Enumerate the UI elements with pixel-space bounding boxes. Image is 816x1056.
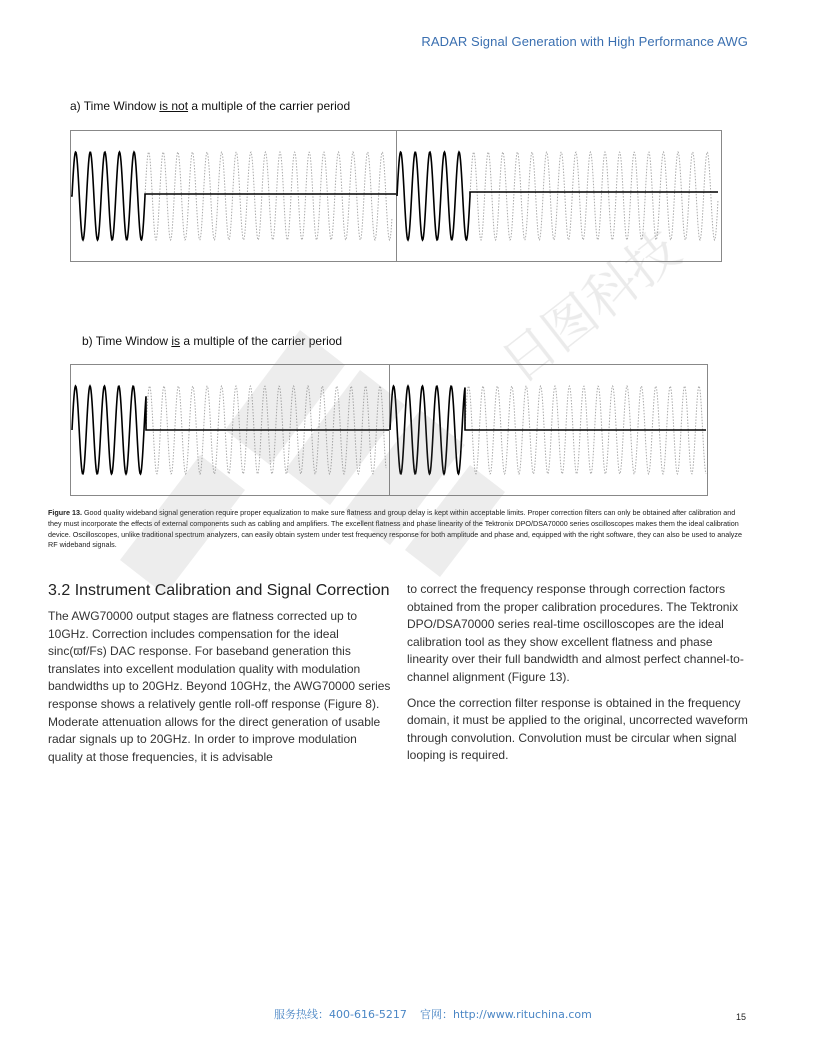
body-column-left (48, 608, 392, 774)
panel-a-caption-post: a multiple of the carrier period (188, 99, 351, 113)
right-paragraph-1: to correct the frequency response through correction factors obtained from the proper calibration procedures. The Tektronix DPO/DSA70000 series real-time oscilloscopes are the ideal calibration tool as they show excellent flatness and phase linearity over their full bandwidth and almost perfect channel-to-channel alignment (Figure 13). (407, 582, 744, 684)
panel-a-caption-underlined: is not (159, 99, 189, 113)
left-paragraph-1: The AWG70000 output stages are flatness corrected up to 10GHz. Correction includes compensation for the ideal sinc(ϖf/Fs) DAC response. For baseband generation this translates into excellent modulation quality with modulation bandwidths up to 20GHz. Beyond 10GHz, the AWG70000 series response shows a relatively gentle roll-off response (Figure 8). Moderate attenuation allows for the direct generation of usable radar signals up to 20GHz. In order to improve modulation quality at those frequencies, it is advisable (48, 609, 391, 764)
panel-b-caption-post: a multiple of the carrier period (180, 334, 343, 348)
figure-caption (48, 508, 748, 551)
figure-caption-text: Good quality wideband signal generation require proper equalization to make sure flatness and group delay is kept within acceptable limits. Proper correction filters can only be obtained after calibration and they must incorporate the effects of external components such as cabling and amplifiers. The excellent flatness and phase linearity of the Tektronix DPO/DSA70000 series oscilloscopes makes them the ideal calibration device. Oscilloscopes, unlike traditional spectrum analyzers, can easily obtain system under test frequency response for both amplitude and phase and, equipped with the right software, they can also be used to analyze RF wideband signals. (48, 508, 742, 550)
page-number: 15 (736, 1012, 747, 1022)
panel-b-caption (82, 334, 342, 348)
panel-a-caption (70, 99, 350, 113)
watermark-text: 日图科技 (491, 219, 692, 396)
right-paragraph-2: Once the correction filter response is obtained in the frequency domain, it must be applied to the original, uncorrected waveform through convolution. Convolution must be circular when signal looping is required. (407, 695, 748, 763)
section-heading: 3.2 Instrument Calibration and Signal Correction (48, 582, 390, 599)
waveform-panel-a (70, 130, 722, 262)
panel-b-caption-pre: b) Time Window (82, 334, 172, 348)
footer-service-hotline: 服务热线：400-616-5217 (274, 1008, 407, 1021)
waveform-panel-b (70, 364, 708, 496)
panel-a-caption-pre: a) Time Window (70, 99, 160, 113)
panel-b-caption-underlined: is (171, 334, 181, 348)
figure-label: Figure 13. (48, 508, 82, 517)
footer-website[interactable]: 官网：http://www.rituchina.com (420, 1008, 592, 1021)
running-header: RADAR Signal Generation with High Performance AWG (421, 34, 748, 49)
body-column-right (407, 581, 752, 773)
